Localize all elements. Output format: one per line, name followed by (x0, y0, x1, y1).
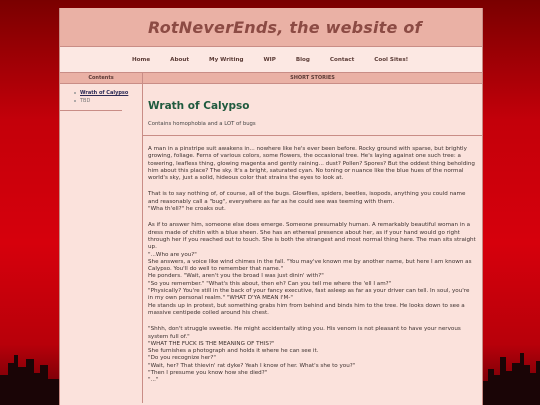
story-title: Wrath of Calypso (148, 100, 250, 112)
nav-about[interactable]: About (170, 56, 189, 63)
nav-my-writing[interactable]: My Writing (209, 56, 244, 63)
sidebar-divider (59, 110, 122, 111)
divider (143, 135, 482, 136)
nav-contact[interactable]: Contact (329, 56, 355, 63)
nav-wip[interactable]: WIP (263, 56, 276, 63)
nav-blog[interactable]: Blog (295, 56, 310, 63)
story-paragraph: As if to answer him, someone else does emerge. Someone presumably human. A remarkably beautiful woman in a dress made of chitin with a blue sheen. She has an ethereal presence about her, as if your hand would go right through her if you reached out to touch. She is both the strangest and most normal thing here. The man sits straight up. "...Who are you?" She answers, a voice like wind chimes in the fall. "You may've known me by another name, but here I am known as Calypso. You'll do well to remember that name." He ponders. "Wait, aren't you the broad I was just dinin' with?" "So you remember." "What's this about, then eh? Can you tell me where the 'ell I am?" "Physically? You're still in the back of your fancy executive, fast asleep as far as your driver can tell. In soul, you're in my own personal realm." "WHAT D'YA MEAN I'M-" He stands up in protest, but something grabs him from behind and binds him to the tree. He looks down to see a massive centipede coiled around his chest. (148, 222, 476, 316)
story-paragraph: A man in a pinstripe suit awakens in... nowhere like he's ever been before. Rocky ground with sparse, but brightly growing, foliage. Ferns of various colors, some flowers, the occasional tree. He's laying against one such tree: a towering, leafless thing, glowing magenta and gently raining... dust? Pollen? Spores? But the oddest thing beholding him about this place? The sky. It's a bright, saturated cyan. No toning or nuance like the blue hues of the normal world's sky, just a solid, hideous color that strains the eyes to look at. (148, 146, 475, 182)
nav-cool-sites[interactable]: Cool Sites! (374, 56, 409, 63)
content-warning: Contains homophobia and a LOT of bugs (148, 121, 256, 127)
contents-item-tbd: TBD (80, 98, 142, 104)
story (143, 100, 482, 385)
main-heading: SHORT STORIES (143, 73, 482, 84)
story-paragraph: "Shhh, don't struggle sweetie. He might accidentally sting you. His venom is not pleasant to have your nervous system full of." "WHAT THE FUCK IS THE MEANING OF THIS?" She furnishes a photograph and holds it where he can see it. "Do you recognize her?" "Wait, her? That thievin' rat dyke? Yeah I know of her. What's she to you?" "Then I presume you know how she died?" "..." (148, 326, 461, 384)
sidebar-heading: Contents (60, 73, 142, 84)
main-content (143, 73, 482, 403)
page-container (59, 8, 483, 405)
site-title: RotNeverEnds, the website of (148, 17, 422, 37)
main-nav (60, 47, 482, 73)
contents-list (60, 90, 142, 104)
contents-item-wrath-of-calypso[interactable]: Wrath of Calypso (80, 90, 142, 96)
site-banner (60, 8, 482, 47)
nav-home[interactable]: Home (132, 56, 151, 63)
sidebar (60, 73, 143, 403)
story-paragraph: That is to say nothing of, of course, all of the bugs. Glowflies, spiders, beetles, isopods, anything you could name and reasonably call a "bug", everywhere as far as he could see was teeming with them. "Wha th'ell?" he croaks out. (148, 191, 466, 213)
